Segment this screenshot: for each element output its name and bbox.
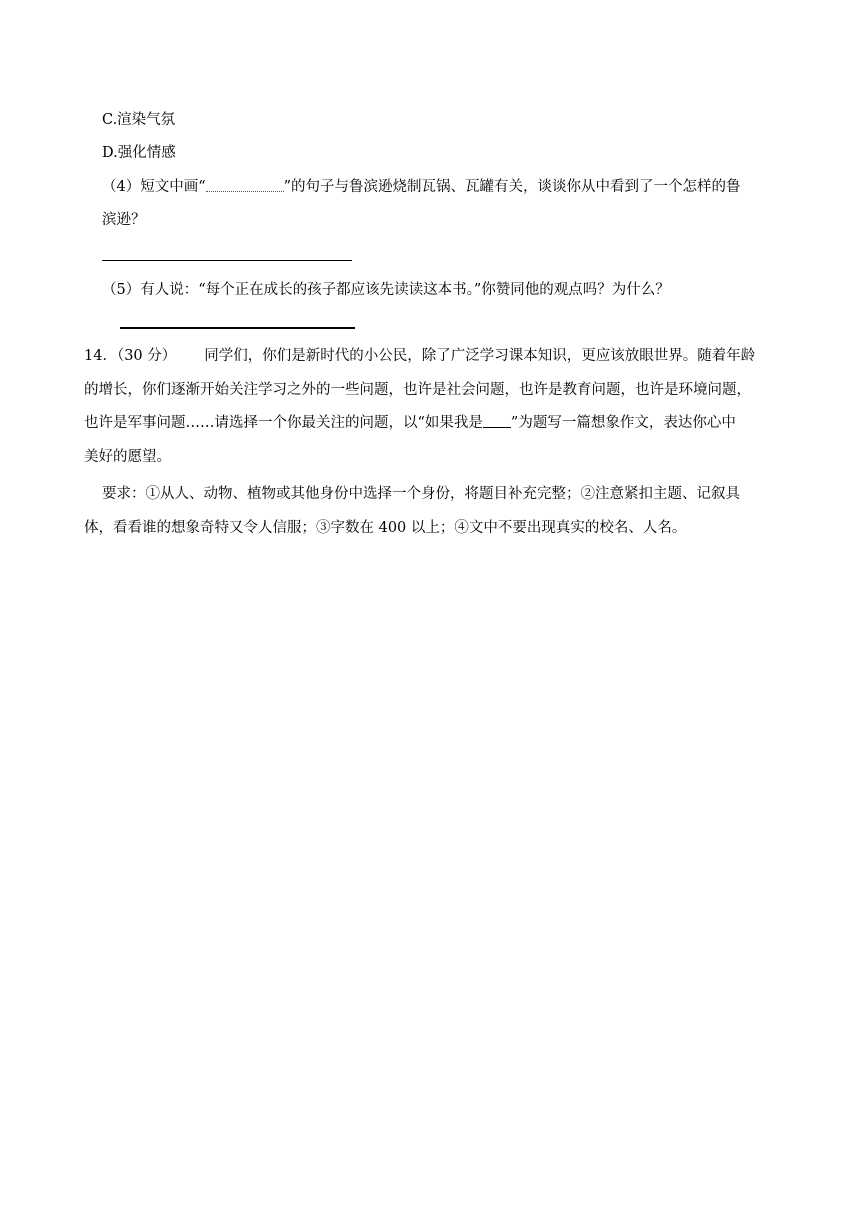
requirements-line-1: 要求：①从人、动物、植物或其他身份中选择一个身份，将题目补充完整；②注意紧扣主题、记叙具	[102, 486, 740, 502]
answer-line-5[interactable]	[120, 327, 355, 329]
subquestion-4-line-2: 滨逊？	[102, 212, 146, 228]
question-14-line-3	[84, 413, 736, 433]
subquestion-4-line-1	[102, 177, 741, 197]
option-c: C.渲染气氛	[102, 112, 176, 128]
question-14-line-3-suffix: ”为题写一篇想象作文，表达你心中	[510, 415, 736, 431]
answer-line-4[interactable]	[102, 260, 352, 261]
question-14-intro: 同学们，你们是新时代的小公民，除了广泛学习课本知识，更应该放眼世界。随着年龄	[204, 348, 756, 364]
underlined-sentence-placeholder	[206, 177, 284, 192]
question-14-line-1	[84, 346, 755, 366]
requirements-line-2: 体，看看谁的想象奇特又令人信服；③字数在 400 以上；④文中不要出现真实的校名、人名。	[84, 520, 687, 536]
title-blank[interactable]	[483, 413, 511, 428]
subquestion-4-prefix: （4）短文中画“	[102, 179, 206, 195]
subquestion-4-suffix: ”的句子与鲁滨逊烧制瓦锅、瓦罐有关，谈谈你从中看到了一个怎样的鲁	[283, 179, 741, 195]
option-d: D.强化情感	[102, 145, 176, 161]
question-14-line-3-prefix: 也许是军事问题……请选择一个你最关注的问题，以“如果我是	[84, 415, 483, 431]
subquestion-5: （5）有人说：“每个正在成长的孩子都应该先读读这本书。”你赞同他的观点吗？为什么？	[102, 282, 670, 298]
question-14-line-2: 的增长，你们逐渐开始关注学习之外的一些问题，也许是社会问题，也许是教育问题，也许是环境问题，	[84, 382, 751, 398]
question-14-number: 14．（30 分）	[84, 348, 177, 364]
question-14-line-4: 美好的愿望。	[84, 449, 171, 465]
